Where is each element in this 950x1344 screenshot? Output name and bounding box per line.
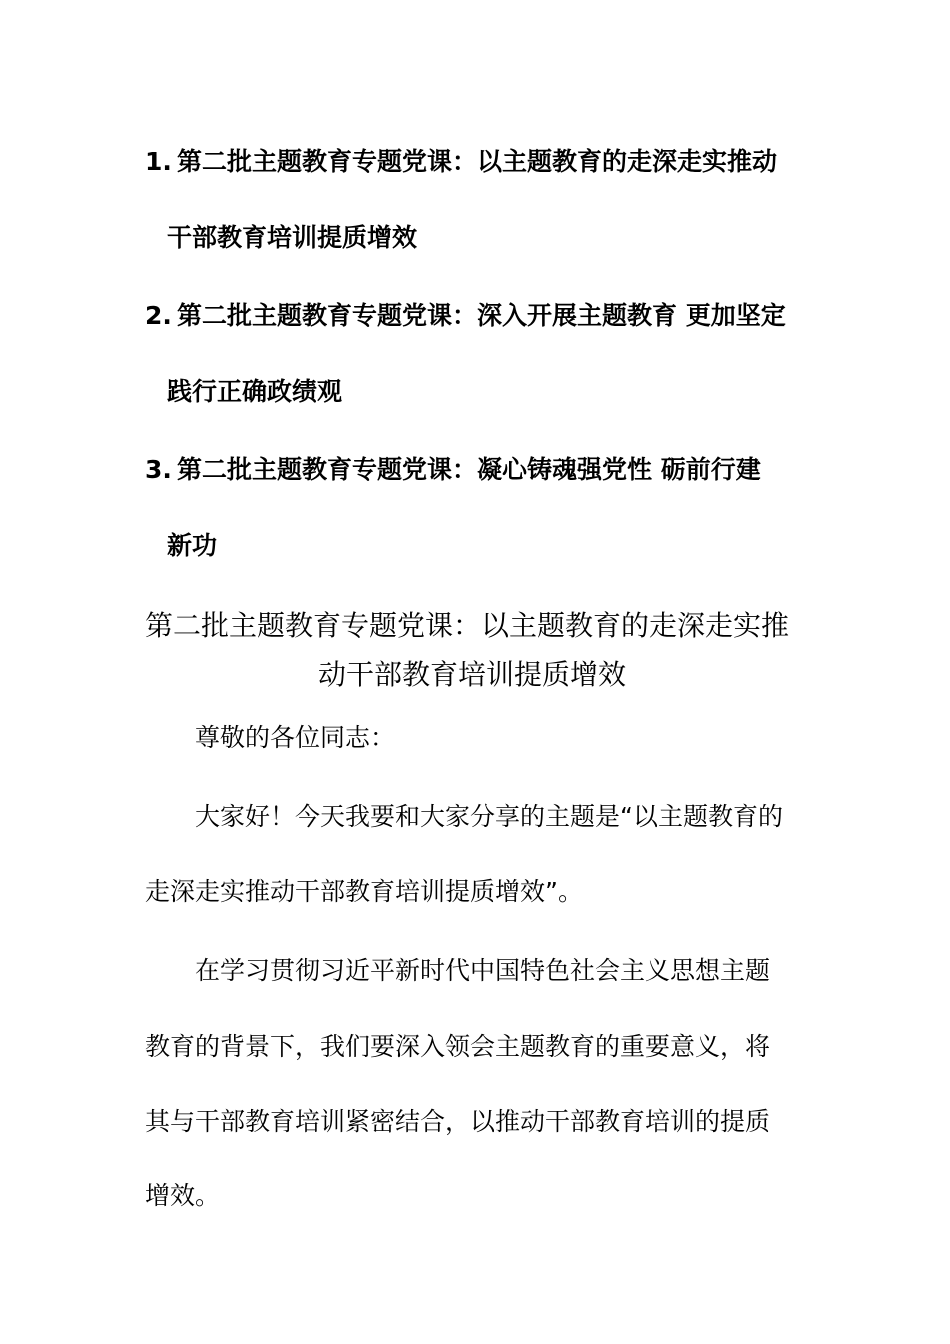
toc-item-3-number: 3. [145,455,172,484]
toc-item-1-line1: 第二批主题教育专题党课：以主题教育的走深走实推动 [177,147,778,176]
salutation: 尊敬的各位同志： [195,723,396,752]
paragraph-1-line1: 大家好！今天我要和大家分享的主题是“以主题教育的 [195,802,783,831]
toc-item-1-number: 1. [145,147,172,176]
toc-item-2-title [145,300,786,332]
toc-item-1-line2: 干部教育培训提质增效 [167,223,418,252]
toc-item-2-number: 2. [145,301,172,330]
paragraph-2-line3: 其与干部教育培训紧密结合，以推动干部教育培训的提质 [145,1107,771,1136]
toc-item-3-line2: 新功 [167,531,218,560]
paragraph-2-line4: 增效。 [145,1181,221,1210]
toc-item-2-line1: 第二批主题教育专题党课：深入开展主题教育 更加坚定 [177,301,786,330]
toc-item-3-line1: 第二批主题教育专题党课：凝心铸魂强党性 砺前行建 [177,455,761,484]
paragraph-1-line2: 走深走实推动干部教育培训提质增效”。 [145,877,583,906]
toc-item-3-title [145,454,761,486]
paragraph-2-line1: 在学习贯彻习近平新时代中国特色社会主义思想主题 [195,956,771,985]
toc-item-1-title [145,146,777,178]
article-title-line1: 第二批主题教育专题党课：以主题教育的走深走实推 [145,609,790,642]
toc-item-2-line2: 践行正确政绩观 [167,377,343,406]
paragraph-2-line2: 教育的背景下，我们要深入领会主题教育的重要意义，将 [145,1032,771,1061]
article-title-line2: 动干部教育培训提质增效 [318,658,627,691]
